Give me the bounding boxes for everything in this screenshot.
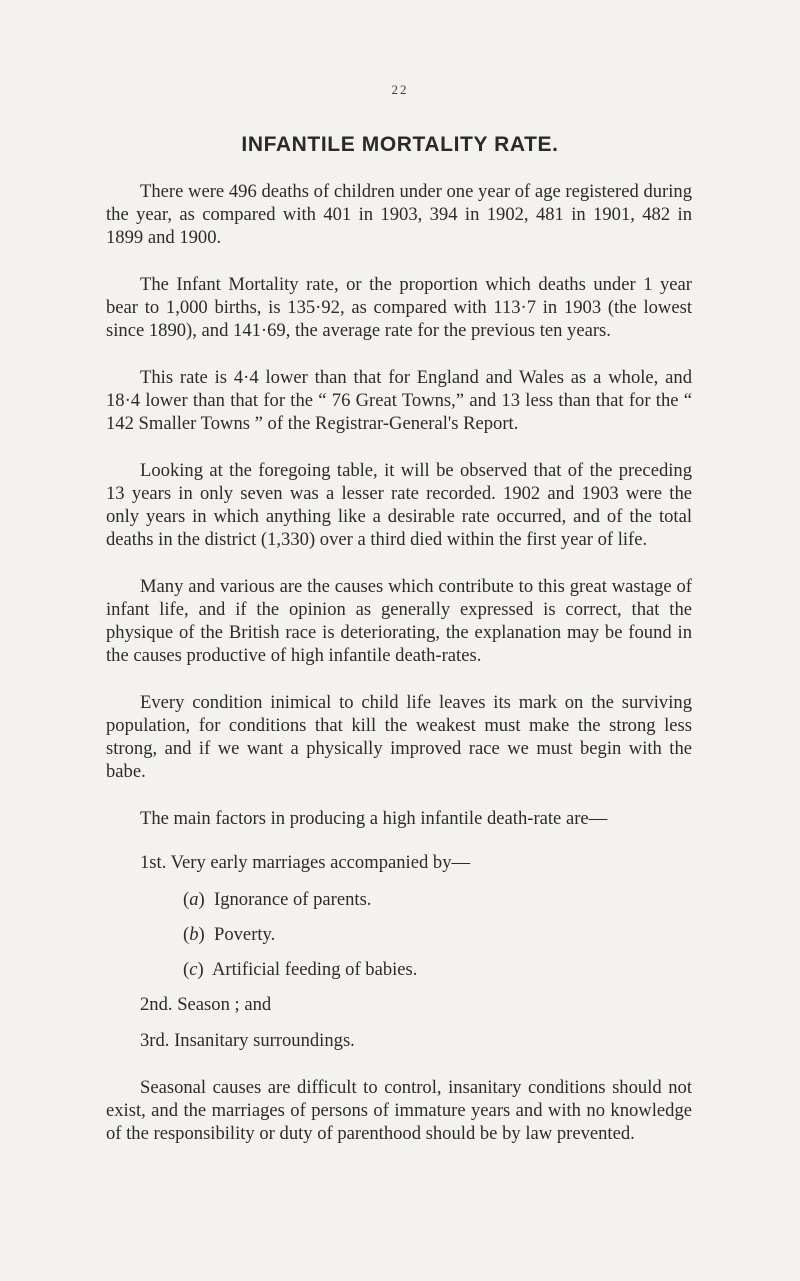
paragraph-comparison: This rate is 4·4 lower than that for England and Wales as a whole, and 18·4 lower than that for the “ 76 Great Towns,” and 13 less than that for the “ 142 Smaller Towns ” of the Registrar-General's Report.: [106, 367, 692, 434]
sub-item-text: Artificial feeding of babies.: [211, 959, 418, 980]
factor-sub-item: [106, 888, 692, 911]
page-number: 22: [391, 82, 409, 97]
page-title: INFANTILE MORTALITY RATE.: [241, 133, 559, 156]
paragraph-conditions: Every condition inimical to child life leaves its mark on the surviving population, for conditions that kill the weakest must make the strong less strong, and if we want a physically improved race we must begin with the babe.: [106, 692, 692, 782]
factor-third: 3rd. Insanitary surroundings.: [140, 1030, 355, 1051]
paragraph-mortality-rate: The Infant Mortality rate, or the proportion which deaths under 1 year bear to 1,000 births, is 135·92, as compared with 113·7 in 1903 (the lowest since 1890), and 141·69, the average rate for the previous ten years.: [106, 274, 692, 341]
paragraph-causes: Many and various are the causes which contribute to this great wastage of infant life, and if the opinion as generally expressed is correct, that the physique of the British race is deteriorating, the explanation may be found in the causes productive of high infantile death-rates.: [106, 576, 692, 666]
sub-item-marker: (b): [183, 924, 205, 945]
sub-item-marker: (a): [183, 889, 205, 910]
factor-sub-item: [106, 923, 692, 946]
paragraph-foregoing-table: Looking at the foregoing table, it will be observed that of the preceding 13 years in only seven was a lesser rate recorded. 1902 and 1903 were the only years in which anything like a desirable rate occurred, and of the total deaths in the district (1,330) over a third died within the first year of life.: [106, 460, 692, 550]
factor-second: 2nd. Season ; and: [140, 994, 272, 1015]
paragraph-main-factors: The main factors in producing a high infantile death-rate are—: [140, 808, 608, 829]
body-text: [106, 180, 692, 1169]
factor-sub-item: [106, 958, 692, 981]
factor-first: 1st. Very early marriages accompanied by—: [140, 852, 471, 873]
sub-item-text: Ignorance of parents.: [214, 889, 372, 910]
sub-item-marker: (c): [183, 959, 204, 980]
sub-item-text: Poverty.: [214, 924, 276, 945]
paragraph-deaths-count: There were 496 deaths of children under one year of age registered during the year, as compared with 401 in 1903, 394 in 1902, 481 in 1901, 482 in 1899 and 1900.: [106, 181, 692, 248]
paragraph-closing: Seasonal causes are difficult to control, insanitary conditions should not exist, and the marriages of persons of immature years and with no knowledge of the responsibility or duty of parenthood should be by law prevented.: [106, 1077, 692, 1144]
